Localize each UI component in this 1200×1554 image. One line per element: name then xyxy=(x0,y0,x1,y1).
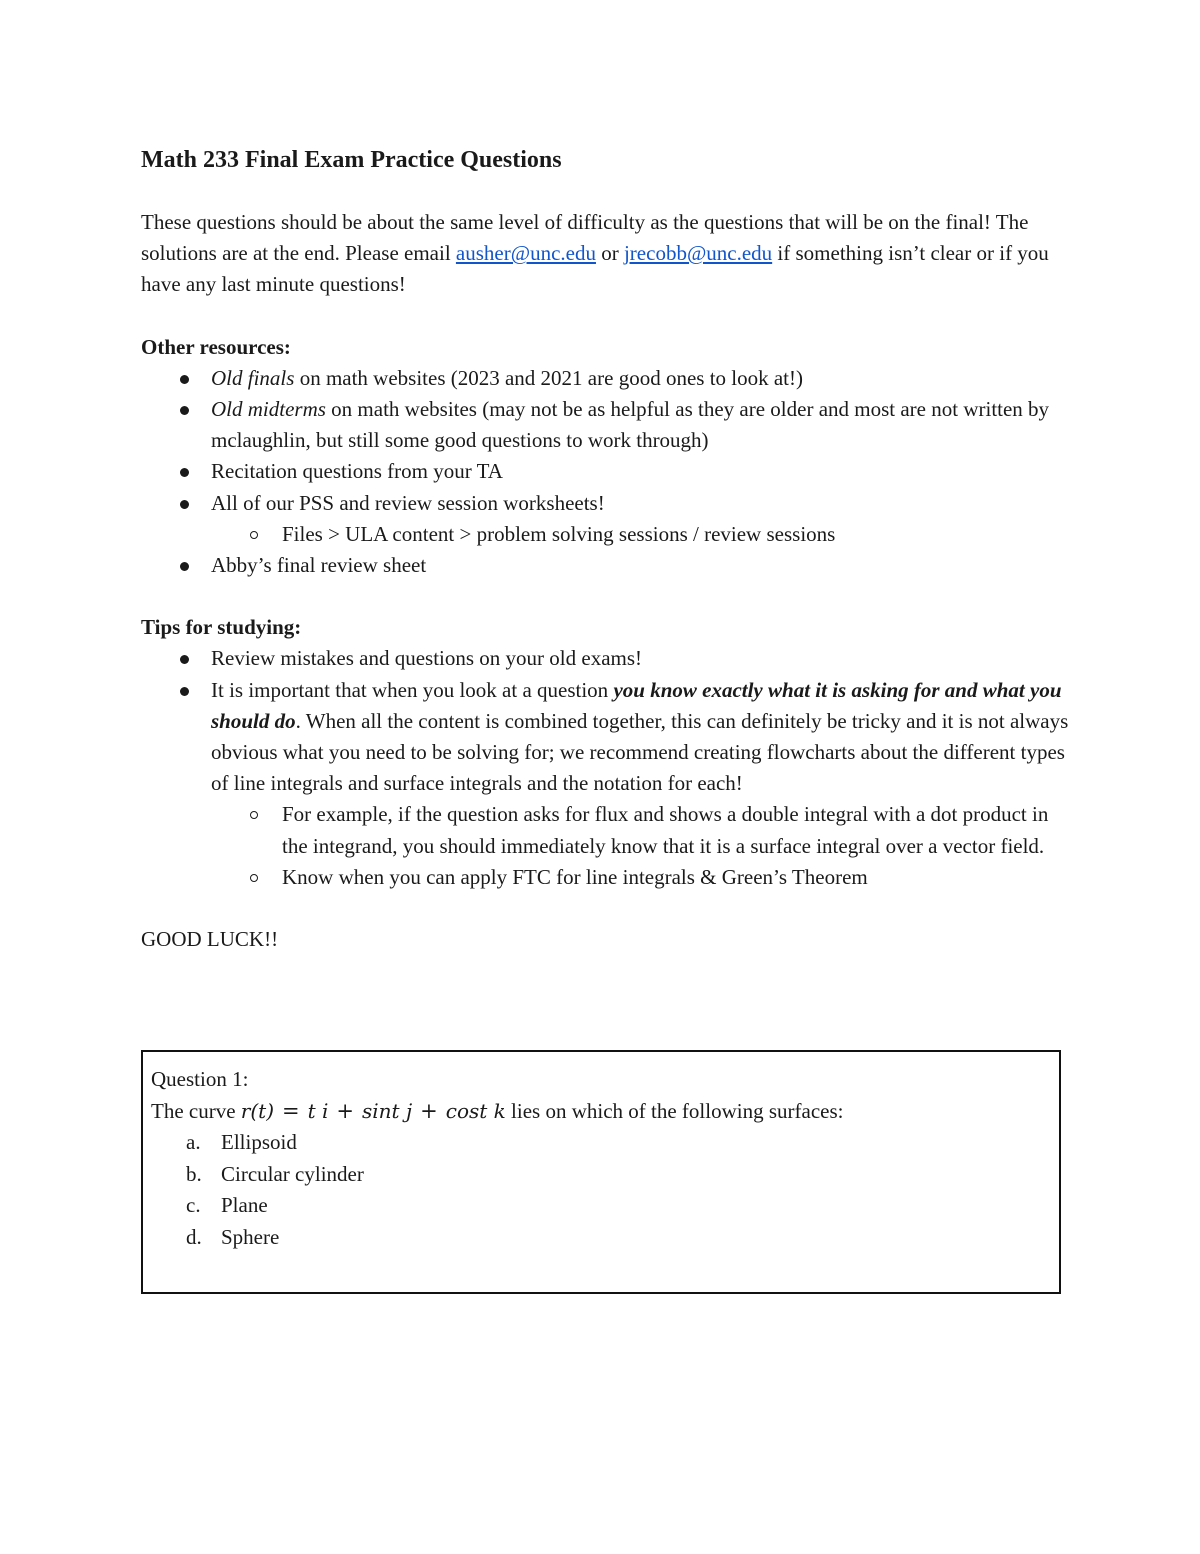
list-item xyxy=(141,394,1071,456)
bullet-icon xyxy=(180,500,189,509)
tip-subtext: Know when you can apply FTC for line integrals & Green’s Theorem xyxy=(282,864,868,889)
equation-term: sint j xyxy=(362,1098,413,1123)
resource-text: Recitation questions from your TA xyxy=(211,459,503,484)
bullet-icon xyxy=(180,655,189,664)
page-title: Math 233 Final Exam Practice Questions xyxy=(141,147,562,173)
document-body xyxy=(141,142,1071,955)
question-label: Question 1: xyxy=(151,1067,249,1091)
resource-text: Abby’s final review sheet xyxy=(211,553,427,578)
prompt-text: lies on which of the following surfaces: xyxy=(505,1098,844,1123)
tip-emphasis: you know exactly what it is asking for and what you should do xyxy=(211,677,1062,733)
bullet-icon xyxy=(180,406,189,415)
option-text: Plane xyxy=(221,1193,268,1217)
equation-lhs: r(t) xyxy=(240,1098,274,1123)
answer-option xyxy=(151,1127,1051,1159)
resource-text: All of our PSS and review session worksheets! xyxy=(211,490,605,515)
hollow-bullet-icon xyxy=(250,811,258,819)
tips-sublist xyxy=(211,799,1071,893)
question-prompt xyxy=(151,1096,1051,1128)
list-item xyxy=(141,675,1071,893)
equation-equals: = xyxy=(282,1098,300,1123)
resource-text: on math websites (2023 and 2021 are good ones to look at!) xyxy=(294,365,804,390)
resources-heading: Other resources: xyxy=(141,334,291,359)
intro-text-between: or xyxy=(595,241,624,266)
list-item xyxy=(141,799,1071,861)
option-text: Sphere xyxy=(221,1224,280,1249)
answer-option xyxy=(151,1190,1051,1222)
intro-paragraph xyxy=(141,207,1071,301)
bullet-icon xyxy=(180,562,189,571)
equation-term: cost k xyxy=(445,1098,506,1123)
resource-emphasis: Old midterms xyxy=(211,397,326,422)
tip-subtext: For example, if the question asks for flux and shows a double integral with a dot product in the integrand, you should immediately know that it is a surface integral over a vector field. xyxy=(282,802,1049,858)
answer-options xyxy=(151,1127,1051,1253)
option-text: Circular cylinder xyxy=(221,1161,364,1186)
resource-text: on math websites (may not be as helpful as they are older and most are not written by mclaughlin, but still some good questions to work through) xyxy=(211,397,1050,453)
tip-text: Review mistakes and questions on your old exams! xyxy=(211,646,643,671)
list-item xyxy=(141,363,1071,394)
answer-option xyxy=(151,1159,1051,1191)
option-letter: b. xyxy=(186,1161,202,1186)
resources-list xyxy=(141,363,1071,581)
email-link-ausher[interactable]: ausher@unc.edu xyxy=(455,241,596,266)
option-letter: d. xyxy=(186,1224,202,1249)
tips-list xyxy=(141,643,1071,893)
list-item xyxy=(141,643,1071,674)
equation-term: t i xyxy=(307,1098,329,1123)
list-item xyxy=(141,519,1071,550)
prompt-text: The curve xyxy=(151,1098,241,1123)
resources-sublist xyxy=(211,519,1071,550)
tips-heading: Tips for studying: xyxy=(141,615,302,640)
question-1-box xyxy=(141,1050,1061,1294)
list-item xyxy=(141,456,1071,487)
tip-text: . When all the content is combined together, this can definitely be tricky and it is not always obvious what you need to be solving for; we recommend creating flowcharts about the different types of line integrals and surface integrals and the notation for each! xyxy=(211,708,1069,796)
email-link-jrecobb[interactable]: jrecobb@unc.edu xyxy=(623,241,773,266)
list-item xyxy=(141,488,1071,550)
option-letter: a. xyxy=(186,1130,201,1154)
list-item xyxy=(141,550,1071,581)
answer-option xyxy=(151,1222,1051,1254)
bullet-icon xyxy=(180,468,189,477)
resource-emphasis: Old finals xyxy=(211,365,295,390)
closing-text: GOOD LUCK!! xyxy=(141,927,279,952)
hollow-bullet-icon xyxy=(250,531,258,539)
bullet-icon xyxy=(180,687,189,696)
intro-text-before: These questions should be about the same level of difficulty as the questions that will be on the final! The solutions are at the end. Please email xyxy=(141,210,1029,266)
intro-text-after: if something isn’t clear or if you have any last minute questions! xyxy=(141,241,1049,297)
list-item xyxy=(141,862,1071,893)
equation-plus: + xyxy=(336,1098,355,1123)
resource-subtext: Files > ULA content > problem solving sessions / review sessions xyxy=(282,521,836,546)
option-letter: c. xyxy=(186,1193,201,1217)
tip-text: It is important that when you look at a question xyxy=(211,677,614,702)
equation-plus: + xyxy=(420,1098,438,1123)
option-text: Ellipsoid xyxy=(221,1130,297,1154)
bullet-icon xyxy=(180,375,189,384)
hollow-bullet-icon xyxy=(250,874,258,882)
